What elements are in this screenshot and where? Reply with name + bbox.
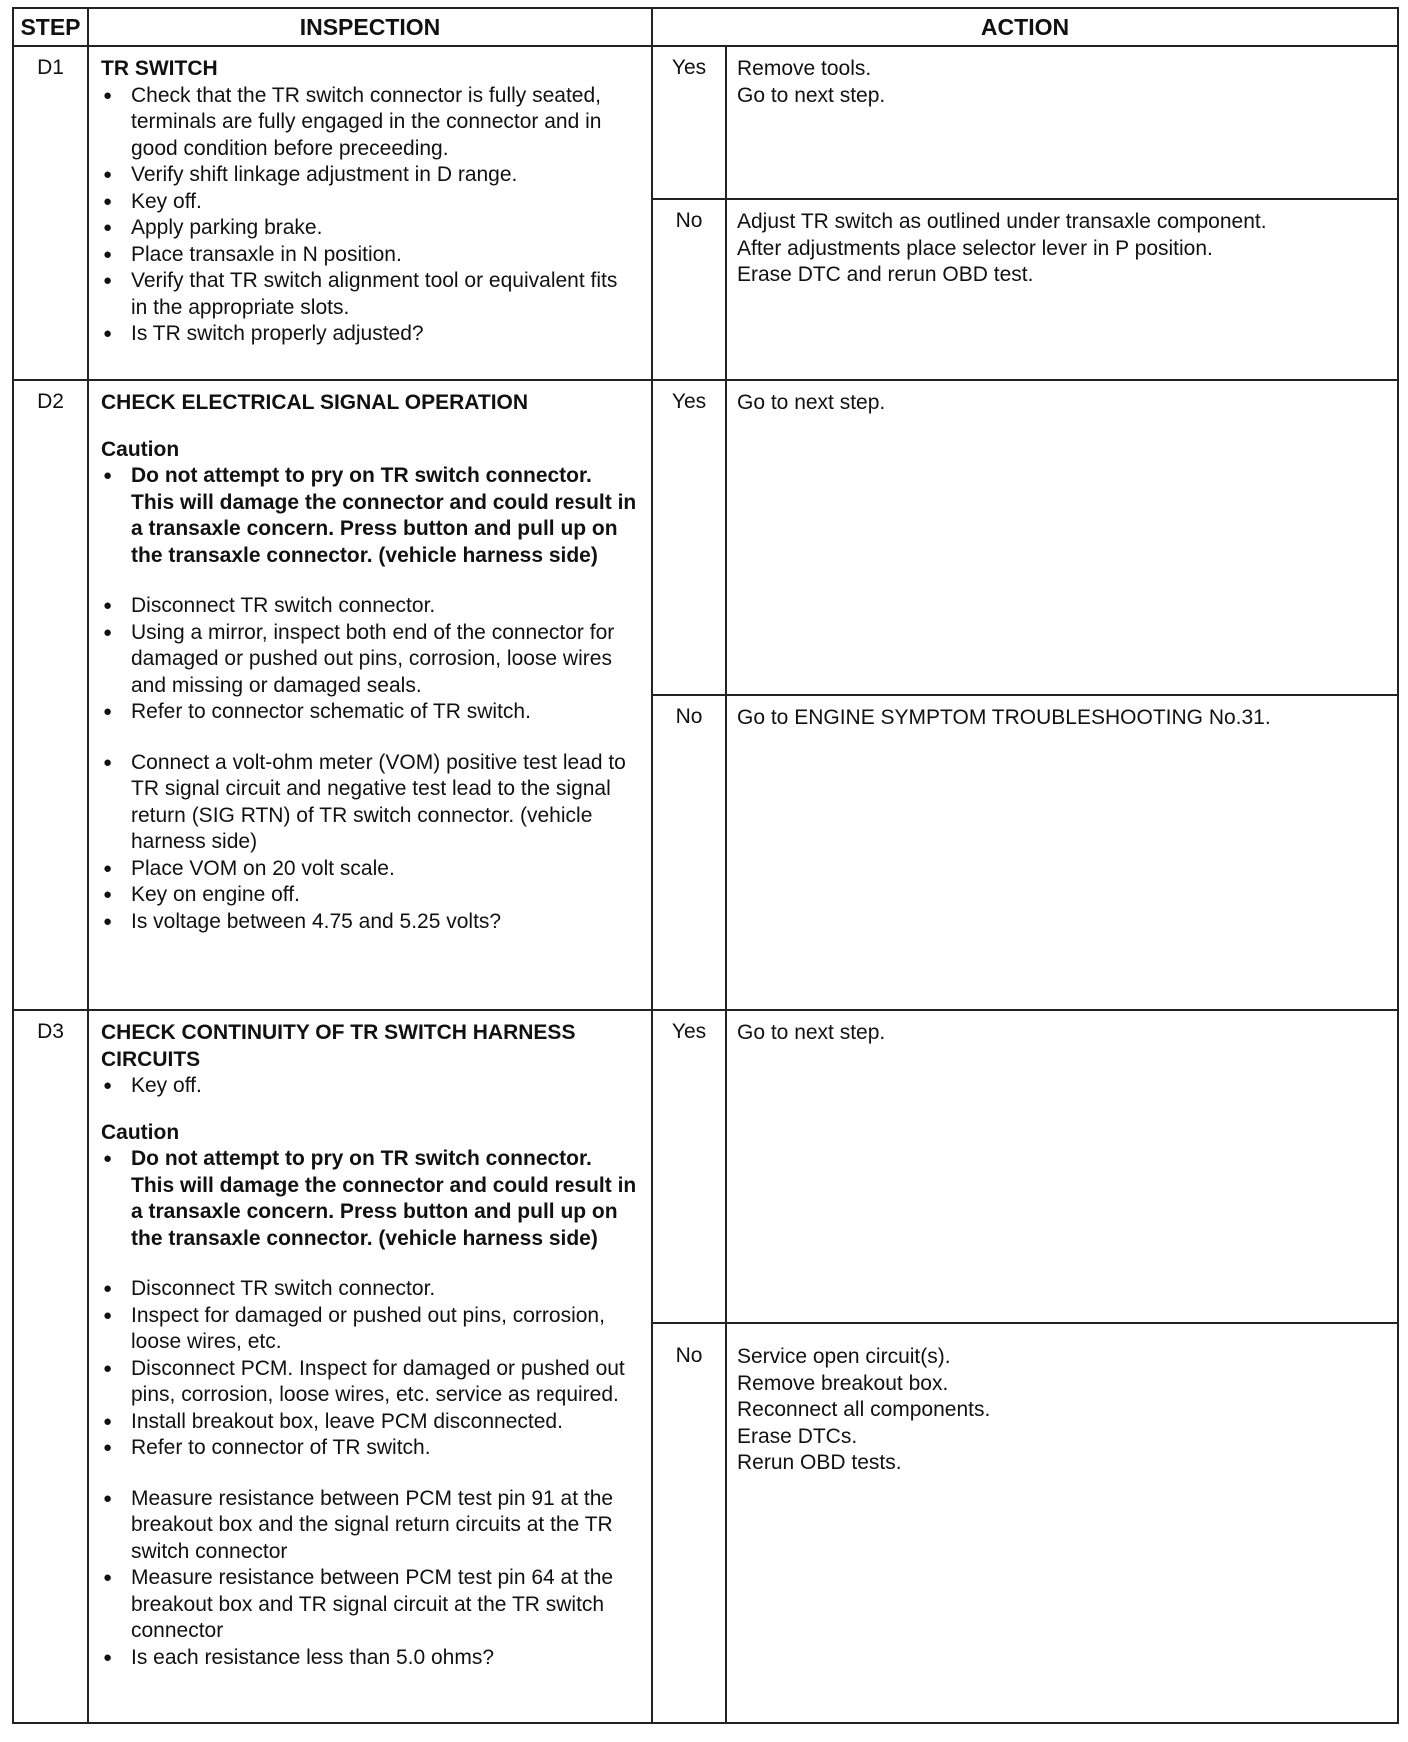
caution-heading: Caution [101, 437, 180, 461]
step-title: CHECK CONTINUITY OF TR SWITCH HARNESS CIRCUITS [101, 1021, 576, 1071]
list-item: ● Key off. [101, 189, 639, 216]
yes-action [726, 46, 1398, 199]
list-item: ● Disconnect PCM. Inspect for damaged or pushed out pins, corrosion, loose wires, etc. service as required. [101, 1356, 639, 1409]
list-item: ● Disconnect TR switch connector. [101, 593, 639, 620]
inspection-list [101, 1486, 639, 1672]
header-inspection: INSPECTION [88, 8, 652, 46]
action-line: Go to next step. [737, 391, 886, 414]
inspection-list [101, 1073, 639, 1100]
yes-label: Yes [652, 1010, 726, 1323]
inspection-list [101, 750, 639, 936]
list-item: ● Inspect for damaged or pushed out pins, corrosion, loose wires, etc. [101, 1303, 639, 1356]
step-id: D2 [13, 380, 88, 1010]
step-d1-yes-row [13, 46, 1398, 199]
caution-list [101, 463, 639, 569]
action-line: Remove tools. [737, 57, 872, 80]
action-line: Go to next step. [737, 83, 886, 107]
header-row [13, 8, 1398, 46]
step-d3-yes-row [13, 1010, 1398, 1323]
action-line: Go to ENGINE SYMPTOM TROUBLESHOOTING No.31. [737, 706, 1271, 729]
list-item: ● Is voltage between 4.75 and 5.25 volts? [101, 909, 639, 936]
inspection-list [101, 1276, 639, 1462]
list-item: ● Place VOM on 20 volt scale. [101, 856, 639, 883]
list-item: ● Install breakout box, leave PCM disconnected. [101, 1409, 639, 1436]
list-item: ● Using a mirror, inspect both end of the connector for damaged or pushed out pins, corrosion, loose wires and missing or damaged seals. [101, 620, 639, 700]
caution-text: ● Do not attempt to pry on TR switch connector. This will damage the connector and could result in a transaxle concern. Press button and pull up on the transaxle connector. (vehicle harness side) [101, 463, 639, 569]
no-label: No [652, 695, 726, 1010]
action-line: Remove breakout box. [737, 1371, 949, 1395]
no-label: No [652, 1323, 726, 1723]
caution-text: ● Do not attempt to pry on TR switch connector. This will damage the connector and could result in a transaxle concern. Press button and pull up on the transaxle connector. (vehicle harness side) [101, 1146, 639, 1252]
yes-action [726, 1010, 1398, 1323]
list-item: ● Is TR switch properly adjusted? [101, 321, 639, 348]
header-step: STEP [13, 8, 88, 46]
list-item: ● Check that the TR switch connector is fully seated, terminals are fully engaged in the connector and in good condition before preceeding. [101, 83, 639, 163]
yes-label: Yes [652, 380, 726, 695]
list-item: ● Is each resistance less than 5.0 ohms? [101, 1645, 639, 1672]
inspection-list [101, 593, 639, 726]
diagnostic-table-page [12, 7, 1397, 1734]
list-item: ● Apply parking brake. [101, 215, 639, 242]
list-item: ● Connect a volt-ohm meter (VOM) positive test lead to TR signal circuit and negative test lead to the signal return (SIG RTN) of TR switch connector. (vehicle harness side) [101, 750, 639, 856]
no-action [726, 695, 1398, 1010]
list-item: ● Disconnect TR switch connector. [101, 1276, 639, 1303]
list-item: ● Key off. [101, 1073, 639, 1100]
action-line: After adjustments place selector lever in P position. [737, 236, 1213, 260]
step-title: TR SWITCH [101, 57, 218, 80]
list-item: ● Place transaxle in N position. [101, 242, 639, 269]
caution-list [101, 1146, 639, 1252]
yes-label: Yes [652, 46, 726, 199]
step-d2-yes-row [13, 380, 1398, 695]
step-d1-inspection [88, 46, 652, 380]
list-item: ● Refer to connector of TR switch. [101, 1435, 639, 1462]
action-line: Adjust TR switch as outlined under transaxle component. [737, 210, 1267, 233]
step-id: D3 [13, 1010, 88, 1723]
inspection-list [101, 83, 639, 348]
yes-action [726, 380, 1398, 695]
list-item: ● Verify that TR switch alignment tool or equivalent fits in the appropriate slots. [101, 268, 639, 321]
action-line: Go to next step. [737, 1021, 886, 1044]
no-label: No [652, 199, 726, 380]
step-title: CHECK ELECTRICAL SIGNAL OPERATION [101, 391, 529, 414]
action-line: Rerun OBD tests. [737, 1451, 902, 1474]
caution-heading: Caution [101, 1120, 180, 1144]
list-item: ● Measure resistance between PCM test pin 64 at the breakout box and TR signal circuit at the TR switch connector [101, 1565, 639, 1645]
diagnostic-table [12, 7, 1399, 1724]
no-action [726, 199, 1398, 380]
action-line: Erase DTCs. [737, 1424, 858, 1448]
list-item: ● Refer to connector schematic of TR switch. [101, 699, 639, 726]
action-line: Erase DTC and rerun OBD test. [737, 263, 1034, 286]
step-d2-inspection [88, 380, 652, 1010]
step-id: D1 [13, 46, 88, 380]
step-d3-inspection [88, 1010, 652, 1723]
action-line: Reconnect all components. [737, 1398, 991, 1421]
no-action [726, 1323, 1398, 1723]
action-line: Service open circuit(s). [737, 1345, 951, 1368]
list-item: ● Measure resistance between PCM test pin 91 at the breakout box and the signal return circuits at the TR switch connector [101, 1486, 639, 1566]
header-action: ACTION [652, 8, 1398, 46]
list-item: ● Key on engine off. [101, 882, 639, 909]
list-item: ● Verify shift linkage adjustment in D range. [101, 162, 639, 189]
